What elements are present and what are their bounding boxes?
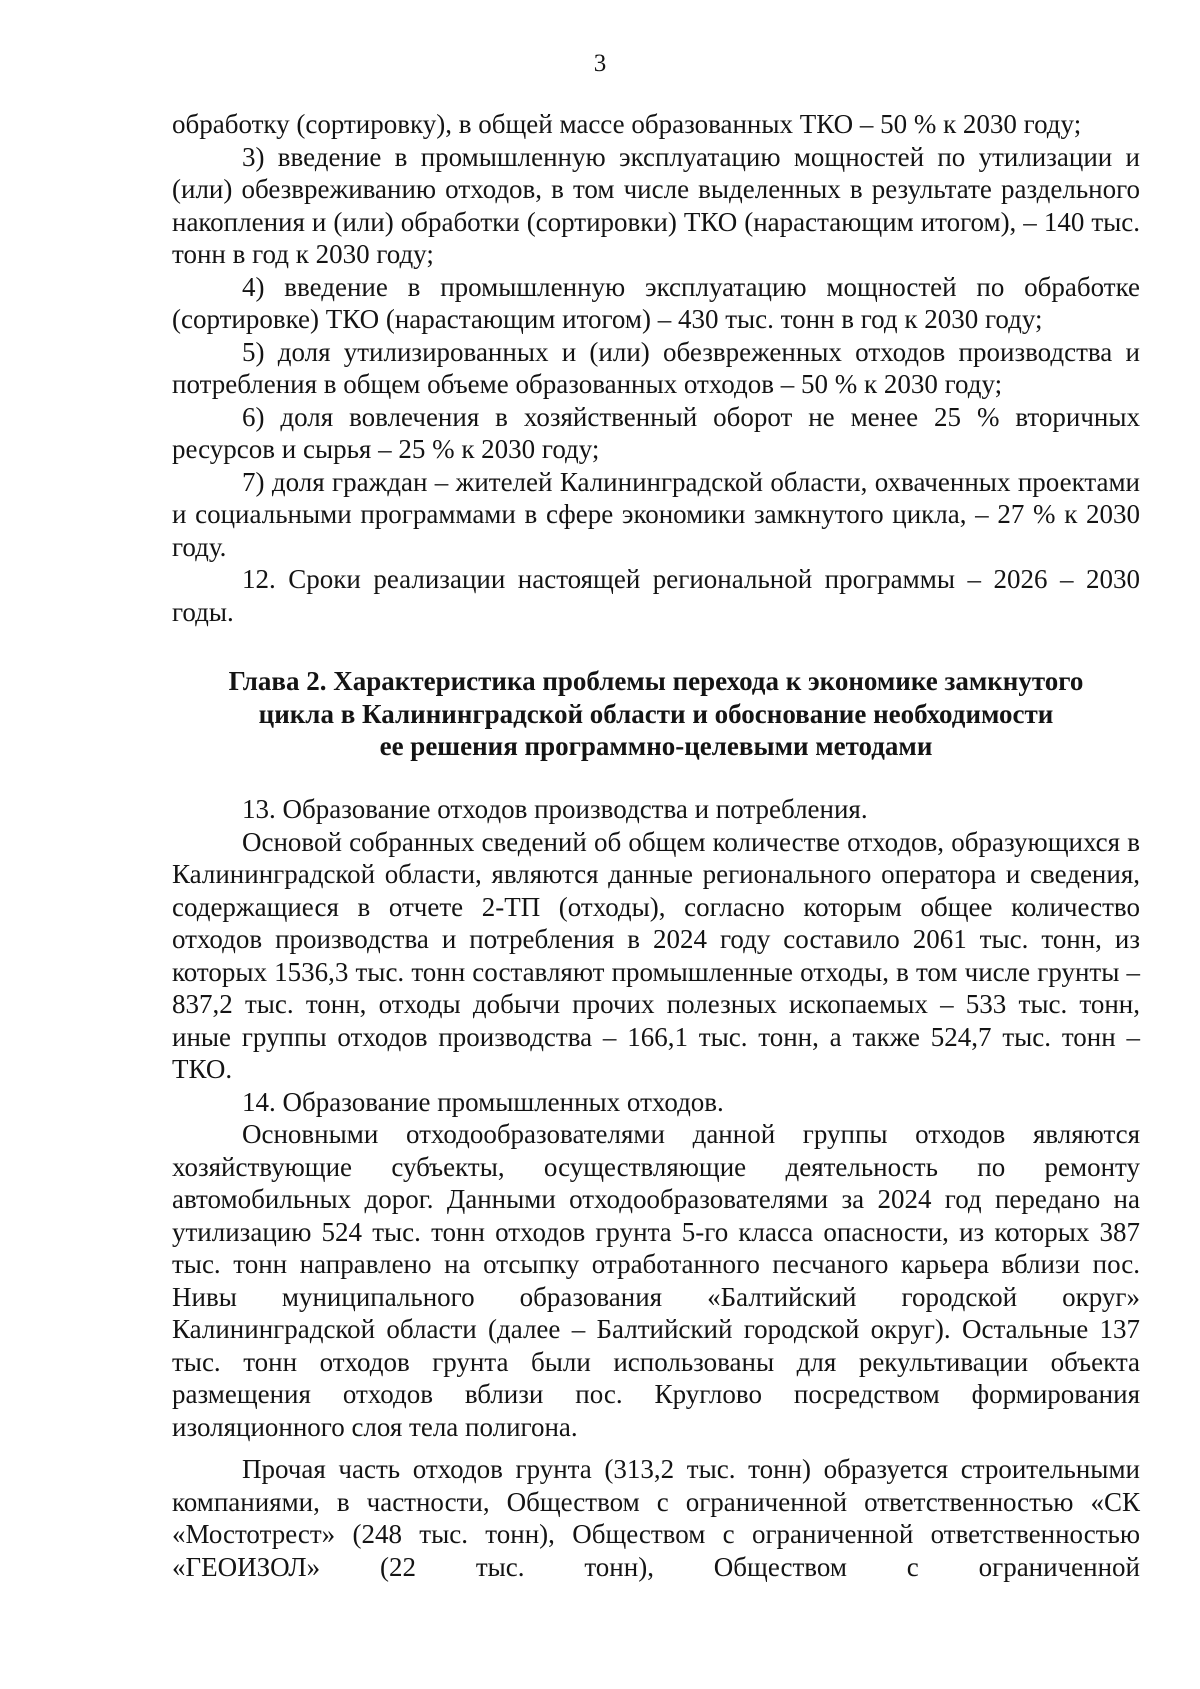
page-number: 3 bbox=[593, 50, 607, 77]
paragraph-item-6: 6) доля вовлечения в хозяйственный оборот не менее 25 % вторичных ресурсов и сырья – 25 % к 2030 году; bbox=[172, 401, 1140, 464]
paragraph-section-12: 12. Сроки реализации настоящей региональной программы – 2026 – 2030 годы. bbox=[172, 564, 1140, 627]
paragraph-industrial-waste: Основными отходообразователями данной группы отходов являются хозяйствующие субъекты, осуществляющие деятельность по ремонту автомобильных дорог. Данными отходообразователями за 2024 год передано на утилизацию 524 тыс. тонн отходов грунта 5-го класса опасности, из которых 387 тыс. тонн направлено на отсыпку отработанного песчаного карьера вблизи пос. Нивы муниципального образования «Балтийский городской округ» Калининградской области (далее – Балтийский городской округ). Остальные 137 тыс. тонн отходов грунта были использованы для рекультивации объекта размещения отходов вблизи пос. Круглово посредством формирования изоляционного слоя тела полигона. bbox=[172, 1119, 1140, 1442]
paragraph-waste-totals: Основой собранных сведений об общем количестве отходов, образующихся в Калининградской области, являются данные регионального оператора и сведения, содержащиеся в отчете 2-ТП (отходы), согласно которым общее количество отходов производства и потребления в 2024 году составило 2061 тыс. тонн, из которых 1536,3 тыс. тонн составляют промышленные отходы, в том числе грунты – 837,2 тыс. тонн, отходы добычи прочих полезных ископаемых – 533 тыс. тонн, иные группы отходов производства – 166,1 тыс. тонн, а также 524,7 тыс. тонн – ТКО. bbox=[172, 826, 1140, 1084]
paragraph-section-13: 13. Образование отходов производства и потребления. bbox=[242, 794, 868, 824]
paragraph-item-4: 4) введение в промышленную эксплуатацию мощностей по обработке (сортировке) ТКО (нарастающим итогом) – 430 тыс. тонн в год к 2030 году; bbox=[172, 271, 1140, 334]
chapter-title bbox=[172, 665, 1140, 763]
paragraph-item-5: 5) доля утилизированных и (или) обезвреженных отходов производства и потребления в общем объеме образованных отходов – 50 % к 2030 году; bbox=[172, 336, 1140, 399]
paragraph-item-3: 3) введение в промышленную эксплуатацию мощностей по утилизации и (или) обезвреживанию отходов, в том числе выделенных в результате раздельного накопления и (или) обработки (сортировки) ТКО (нарастающим итогом), – 140 тыс. тонн в год к 2030 году; bbox=[172, 141, 1140, 269]
paragraph-continuation: обработку (сортировку), в общей массе образованных ТКО – 50 % к 2030 году; bbox=[172, 109, 1082, 139]
chapter-title-line: Глава 2. Характеристика проблемы перехода к экономике замкнутого bbox=[228, 666, 1084, 696]
chapter-title-line: цикла в Калининградской области и обоснование необходимости bbox=[258, 698, 1054, 729]
text-block-top bbox=[172, 108, 1140, 628]
text-block-bottom bbox=[172, 793, 1140, 1583]
paragraph-section-14: 14. Образование промышленных отходов. bbox=[242, 1086, 724, 1117]
paragraph-soil-waste: Прочая часть отходов грунта (313,2 тыс. тонн) образуется строительными компаниями, в частности, Обществом с ограниченной ответственностью «СК «Мостотрест» (248 тыс. тонн), Обществом с ограниченной ответственностью «ГЕОИЗОЛ» (22 тыс. тонн), Обществом с ограниченной bbox=[172, 1454, 1140, 1582]
chapter-title-line: ее решения программно-целевыми методами bbox=[379, 731, 933, 761]
paragraph-item-7: 7) доля граждан – жителей Калининградской области, охваченных проектами и социальными программами в сфере экономики замкнутого цикла, – 27 % к 2030 году. bbox=[172, 466, 1140, 562]
